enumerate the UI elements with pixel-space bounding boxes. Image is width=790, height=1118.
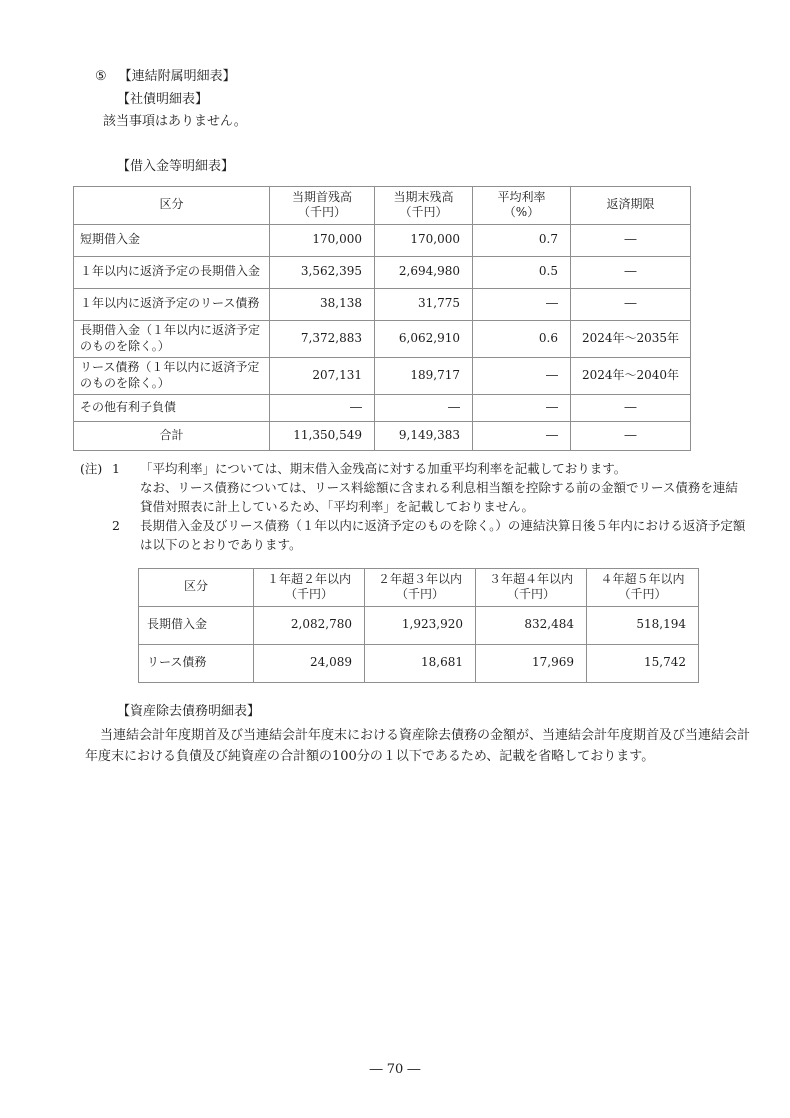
cell-3to4y: 17,969	[476, 644, 587, 682]
cell-repayment-deadline: ―	[571, 224, 691, 256]
table-row	[139, 644, 699, 682]
note-lines	[140, 459, 790, 554]
cell-average-rate: ―	[473, 288, 571, 320]
row-label: 短期借入金	[74, 224, 270, 256]
bond-schedule-body: 該当事項はありません。	[103, 114, 247, 130]
row-label: その他有利子負債	[74, 394, 270, 421]
row-label: １年以内に返済予定のリース債務	[74, 288, 270, 320]
cell-average-rate: 0.7	[473, 224, 571, 256]
row-label: リース債務（１年以内に返済予定のものを除く。）	[74, 357, 270, 394]
cell-1to2y: 2,082,780	[254, 606, 365, 644]
loan-header-beginning-balance: 当期首残高 （千円）	[270, 186, 375, 224]
table-row	[74, 224, 691, 256]
cell-ending-balance-total: 9,149,383	[375, 421, 473, 450]
note1-line3: 貸借対照表に計上しているため、「平均利率」を記載しておりません。	[140, 498, 535, 514]
repayment-header-2to3y: ２年超３年以内 （千円）	[365, 568, 476, 606]
cell-beginning-balance: 3,562,395	[270, 256, 375, 288]
asset-retirement-paragraph	[85, 725, 790, 767]
row-label: リース債務	[139, 644, 254, 682]
cell-beginning-balance: 7,372,883	[270, 320, 375, 357]
note1-number: 1	[112, 460, 120, 476]
cell-beginning-balance: ―	[270, 394, 375, 421]
table-row	[74, 256, 691, 288]
loan-header-average-rate: 平均利率 （%）	[473, 186, 571, 224]
note1-line2: なお、リース債務については、リース料総額に含まれる利息相当額を控除する前の金額でリース債務を連結	[140, 479, 738, 495]
repayment-schedule-table	[138, 568, 699, 683]
loan-schedule-table	[73, 186, 691, 451]
repayment-header-4to5y: ４年超５年以内 （千円）	[587, 568, 699, 606]
loan-table-header-row	[74, 186, 691, 224]
cell-beginning-balance: 38,138	[270, 288, 375, 320]
footnotes-block	[80, 459, 790, 554]
cell-average-rate-total: ―	[473, 421, 571, 450]
cell-repayment-deadline: ―	[571, 288, 691, 320]
cell-repayment-deadline: 2024年～2035年	[571, 320, 691, 357]
cell-2to3y: 1,923,920	[365, 606, 476, 644]
loan-header-ending-balance: 当期末残高 （千円）	[375, 186, 473, 224]
cell-average-rate: ―	[473, 394, 571, 421]
row-label: 長期借入金（１年以内に返済予定のものを除く。）	[74, 320, 270, 357]
table-row	[74, 288, 691, 320]
cell-repayment-deadline: ―	[571, 256, 691, 288]
repayment-header-3to4y: ３年超４年以内 （千円）	[476, 568, 587, 606]
cell-ending-balance: 189,717	[375, 357, 473, 394]
cell-ending-balance: 170,000	[375, 224, 473, 256]
loan-header-category: 区分	[74, 186, 270, 224]
cell-average-rate: ―	[473, 357, 571, 394]
repayment-header-category: 区分	[139, 568, 254, 606]
cell-ending-balance: ―	[375, 394, 473, 421]
total-row-label: 合計	[74, 421, 270, 450]
cell-repayment-deadline-total: ―	[571, 421, 691, 450]
cell-4to5y: 15,742	[587, 644, 699, 682]
section-title: 【連結附属明細表】	[118, 69, 236, 84]
cell-2to3y: 18,681	[365, 644, 476, 682]
note2-number: 2	[112, 517, 120, 533]
page-number: ― 70 ―	[369, 1062, 421, 1077]
cell-4to5y: 518,194	[587, 606, 699, 644]
cell-ending-balance: 31,775	[375, 288, 473, 320]
cell-average-rate: 0.5	[473, 256, 571, 288]
cell-ending-balance: 6,062,910	[375, 320, 473, 357]
table-total-row	[74, 421, 691, 450]
note1-line1: 「平均利率」については、期末借入金残高に対する加重平均利率を記載しております。	[140, 460, 627, 476]
asset-retirement-line1: 当連結会計年度期首及び当連結会計年度末における資産除去債務の金額が、当連結会計年度期首及び当連結会計	[100, 727, 751, 743]
cell-beginning-balance-total: 11,350,549	[270, 421, 375, 450]
bond-schedule-title: 【社債明細表】	[117, 92, 209, 108]
cell-repayment-deadline: 2024年～2040年	[571, 357, 691, 394]
repayment-table-header-row	[139, 568, 699, 606]
table-row	[139, 606, 699, 644]
loan-header-repayment-deadline: 返済期限	[571, 186, 691, 224]
cell-1to2y: 24,089	[254, 644, 365, 682]
asset-retirement-title: 【資産除去債務明細表】	[117, 703, 261, 719]
loan-schedule-title: 【借入金等明細表】	[117, 158, 235, 174]
cell-repayment-deadline: ―	[571, 394, 691, 421]
cell-3to4y: 832,484	[476, 606, 587, 644]
row-label: １年以内に返済予定の長期借入金	[74, 256, 270, 288]
repayment-header-1to2y: １年超２年以内 （千円）	[254, 568, 365, 606]
section-heading	[95, 68, 790, 86]
table-row	[74, 394, 691, 421]
cell-beginning-balance: 207,131	[270, 357, 375, 394]
row-label: 長期借入金	[139, 606, 254, 644]
table-row	[74, 357, 691, 394]
note2-line1: 長期借入金及びリース債務（１年以内に返済予定のものを除く。）の連結決算日後５年内における返済予定額	[140, 517, 746, 533]
asset-retirement-line2: 年度末における負債及び純資産の合計額の100分の１以下であるため、記載を省略しております。	[85, 748, 655, 764]
note2-line2: は以下のとおりであります。	[140, 536, 302, 552]
note-marker: (注)	[80, 460, 103, 476]
cell-ending-balance: 2,694,980	[375, 256, 473, 288]
cell-beginning-balance: 170,000	[270, 224, 375, 256]
table-row	[74, 320, 691, 357]
section-number: ⑤	[95, 69, 107, 84]
cell-average-rate: 0.6	[473, 320, 571, 357]
